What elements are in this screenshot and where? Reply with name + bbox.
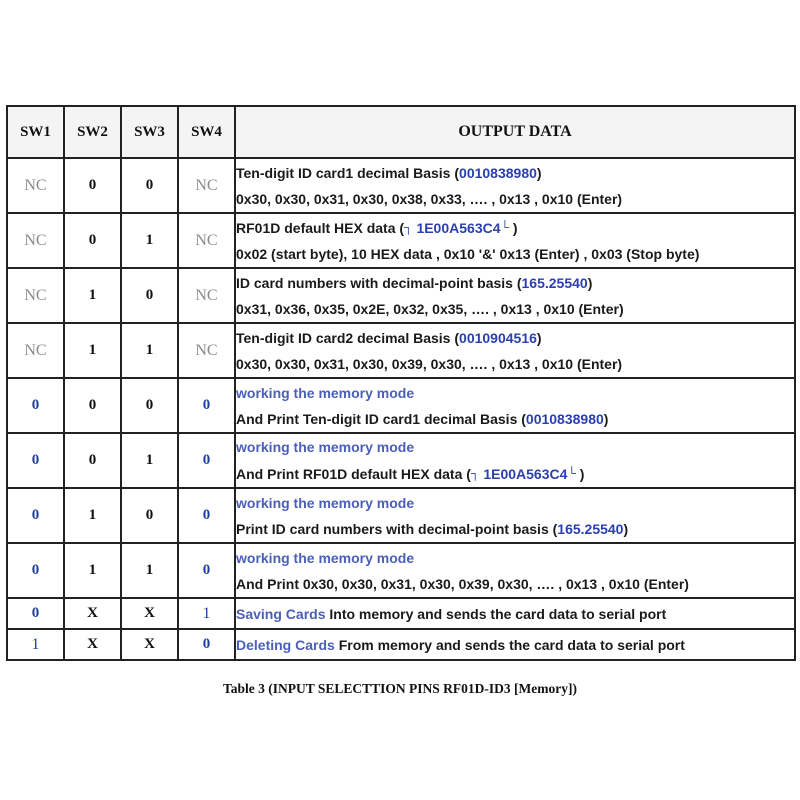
output-text: RF01D default HEX data ( (236, 220, 405, 236)
output-line-2: 0x30, 0x30, 0x31, 0x30, 0x39, 0x30, …. , 0x13 , 0x10 (Enter) (236, 355, 623, 372)
sw4-cell: 0 (178, 433, 235, 488)
output-line-2: 0x31, 0x36, 0x35, 0x2E, 0x32, 0x35, …. , 0x13 , 0x10 (Enter) (236, 300, 624, 317)
card-value: 0010838980 (459, 164, 537, 181)
output-text: ) (512, 220, 518, 236)
memory-selection-table (6, 105, 796, 661)
sw3-cell: X (121, 629, 178, 660)
output-line-2 (236, 406, 794, 432)
close-bracket-glyph: └ (500, 220, 510, 234)
table-row (7, 158, 795, 213)
output-cell (235, 213, 795, 268)
sw4-cell: 1 (178, 598, 235, 629)
memory-mode-label: working the memory mode (236, 384, 415, 401)
sw3-cell: 1 (121, 433, 178, 488)
sw4-cell: NC (178, 213, 235, 268)
sw3-cell: X (121, 598, 178, 629)
table-row (7, 378, 795, 433)
sw2-cell: 0 (64, 433, 121, 488)
card-value: 0010838980 (525, 410, 604, 427)
output-line-1 (236, 214, 794, 241)
output-text: Print ID card numbers with decimal-point basis ( (236, 520, 558, 537)
output-text: ) (587, 274, 593, 291)
output-line-2 (236, 516, 794, 542)
output-cell (235, 488, 795, 543)
sw3-cell: 0 (121, 378, 178, 433)
sw4-cell: NC (178, 268, 235, 323)
sw3-cell: 0 (121, 488, 178, 543)
sw2-cell: 1 (64, 268, 121, 323)
table-row (7, 433, 795, 488)
sw1-cell: 0 (7, 488, 64, 543)
output-text: ) (623, 520, 629, 537)
table-row (7, 213, 795, 268)
sw3-cell: 0 (121, 158, 178, 213)
table-row (7, 323, 795, 378)
header-row (7, 106, 795, 158)
card-value: 165.25540 (557, 520, 624, 537)
output-text: ID card numbers with decimal-point basis ( (236, 274, 522, 291)
table-row (7, 543, 795, 598)
sw4-cell: 0 (178, 629, 235, 660)
saving-cards-label: Saving Cards (236, 605, 326, 622)
memory-mode-label: working the memory mode (236, 549, 415, 566)
output-text: ) (536, 164, 542, 181)
card-value: 1E00A563C4 (416, 220, 501, 236)
card-value: 165.25540 (521, 274, 588, 291)
output-line-2 (236, 460, 794, 487)
output-line-2: And Print 0x30, 0x30, 0x31, 0x30, 0x39, 0x30, …. , 0x13 , 0x10 (Enter) (236, 575, 689, 592)
header-sw1: SW1 (7, 106, 64, 158)
header-sw3: SW3 (121, 106, 178, 158)
deleting-cards-label: Deleting Cards (236, 636, 335, 653)
table-row (7, 598, 795, 629)
sw4-cell: 0 (178, 488, 235, 543)
output-cell (235, 268, 795, 323)
output-text: And Print Ten-digit ID card1 decimal Basis ( (236, 410, 526, 427)
header-output-data: OUTPUT DATA (235, 106, 795, 158)
close-bracket-glyph: └ (567, 466, 576, 480)
output-cell (235, 378, 795, 433)
output-text: ) (579, 466, 585, 482)
sw2-cell: 1 (64, 543, 121, 598)
sw2-cell: 0 (64, 378, 121, 433)
output-cell (235, 323, 795, 378)
sw1-cell: NC (7, 268, 64, 323)
table-row (7, 488, 795, 543)
output-text: Into memory and sends the card data to serial port (325, 605, 667, 622)
sw4-cell: 0 (178, 543, 235, 598)
sw2-cell: X (64, 598, 121, 629)
sw4-cell: NC (178, 323, 235, 378)
output-line-2: 0x02 (start byte), 10 HEX data , 0x10 '&' 0x13 (Enter) , 0x03 (Stop byte) (236, 246, 700, 262)
sw3-cell: 1 (121, 543, 178, 598)
output-text: ) (603, 410, 609, 427)
output-text: Ten-digit ID card1 decimal Basis ( (236, 164, 460, 181)
output-line-1 (236, 160, 794, 186)
sw1-cell: NC (7, 158, 64, 213)
table-caption: Table 3 (INPUT SELECTTION PINS RF01D-ID3 [Memory]) (222, 681, 577, 696)
sw2-cell: 1 (64, 323, 121, 378)
sw2-cell: 1 (64, 488, 121, 543)
output-line-1 (236, 601, 794, 627)
open-bracket-glyph: ┐ (404, 220, 413, 234)
output-cell (235, 598, 795, 629)
sw1-cell: 1 (7, 629, 64, 660)
header-sw4: SW4 (178, 106, 235, 158)
output-cell (235, 158, 795, 213)
sw1-cell: NC (7, 323, 64, 378)
card-value: 1E00A563C4 (483, 466, 568, 482)
sw3-cell: 0 (121, 268, 178, 323)
output-line-1 (236, 270, 794, 296)
header-sw2: SW2 (64, 106, 121, 158)
sw2-cell: X (64, 629, 121, 660)
sw2-cell: 0 (64, 213, 121, 268)
sw1-cell: 0 (7, 378, 64, 433)
open-bracket-glyph: ┐ (470, 466, 480, 480)
card-value: 0010904516 (459, 329, 537, 346)
output-cell (235, 543, 795, 598)
sw3-cell: 1 (121, 213, 178, 268)
sw1-cell: 0 (7, 543, 64, 598)
output-text: ) (536, 329, 542, 346)
sw1-cell: 0 (7, 598, 64, 629)
table-row (7, 268, 795, 323)
output-text: Ten-digit ID card2 decimal Basis ( (236, 329, 460, 346)
table-row (7, 629, 795, 660)
output-text: From memory and sends the card data to serial port (334, 636, 685, 653)
sw4-cell: 0 (178, 378, 235, 433)
sw2-cell: 0 (64, 158, 121, 213)
output-cell (235, 629, 795, 660)
memory-mode-label: working the memory mode (236, 494, 415, 511)
sw3-cell: 1 (121, 323, 178, 378)
sw1-cell: 0 (7, 433, 64, 488)
output-cell (235, 433, 795, 488)
sw1-cell: NC (7, 213, 64, 268)
output-text: And Print RF01D default HEX data ( (236, 466, 471, 482)
output-line-1 (236, 632, 794, 658)
memory-mode-label: working the memory mode (236, 439, 415, 455)
output-line-2: 0x30, 0x30, 0x31, 0x30, 0x38, 0x33, …. , 0x13 , 0x10 (Enter) (236, 190, 623, 207)
sw4-cell: NC (178, 158, 235, 213)
output-line-1 (236, 325, 794, 351)
